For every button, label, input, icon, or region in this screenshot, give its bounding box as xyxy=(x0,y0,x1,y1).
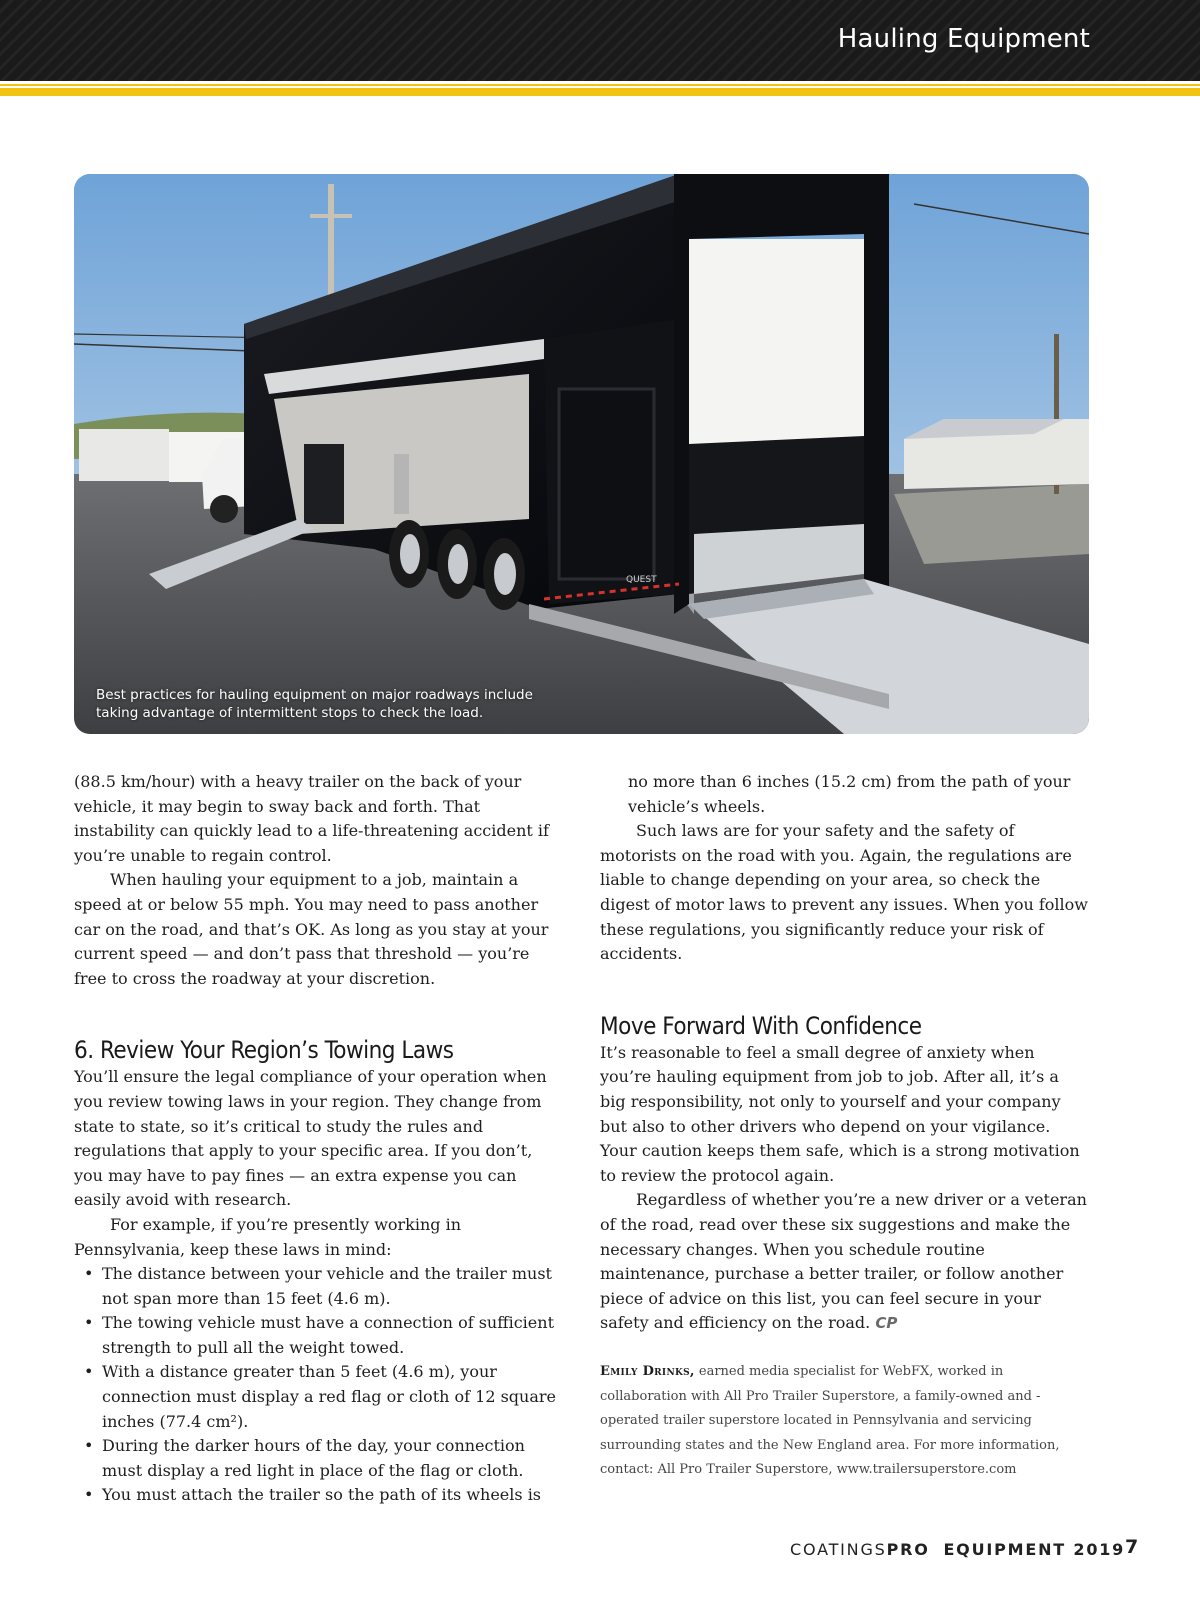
right-paragraph-3: It’s reasonable to feel a small degree of anxiety when you’re hauling equipment from job to job. After all, it’s a big responsibility, not only to yourself and your company but also to other drivers who depend on your vigilance. Your caution keeps them safe, which is a strong motivation to review the protocol again. xyxy=(600,1042,1080,1185)
confidence-heading: Move Forward With Confidence xyxy=(600,1011,922,1040)
left-paragraph-2: When hauling your equipment to a job, maintain a speed at or below 55 mph. You may need to pass another car on the road, and that’s OK. As long as you stay at your current speed — and don’t pass that threshold — you’re free to cross the roadway at your discretion. xyxy=(74,870,549,988)
header-rule-yellow xyxy=(0,88,1200,96)
footer-brand-pro: PRO xyxy=(886,1540,930,1559)
author-bio xyxy=(600,1360,1090,1483)
end-mark: CP xyxy=(875,1314,898,1333)
page-number: 7 xyxy=(1125,1536,1139,1558)
list-item: • The towing vehicle must have a connection of sufficient strength to pull all the weight towed. xyxy=(74,1311,564,1360)
list-item: • The distance between your vehicle and the trailer must not span more than 15 feet (4.6 m). xyxy=(74,1262,564,1311)
section-title: Hauling Equipment xyxy=(837,24,1090,54)
right-paragraph-4-text: Regardless of whether you’re a new driver or a veteran of the road, read over these six suggestions and make the necessary changes. When you schedule routine maintenance, purchase a better trailer, or follow another piece of advice on this list, you can feel secure in your safety and efficiency on the road. xyxy=(600,1190,1087,1333)
header-rule-thin xyxy=(0,84,1200,86)
right-paragraph-4 xyxy=(600,1188,1088,1336)
photo-caption xyxy=(96,686,596,722)
trailer-photo-illustration xyxy=(74,174,1089,734)
towing-laws-list xyxy=(74,1262,564,1508)
trailer-photo xyxy=(74,174,1089,734)
photo-caption-line-1: Best practices for hauling equipment on major roadways include xyxy=(96,687,533,703)
left-paragraph-4: For example, if you’re presently working in Pennsylvania, keep these laws in mind: xyxy=(74,1214,462,1259)
trailer-brand-label: QUEST xyxy=(626,575,657,585)
right-column xyxy=(600,770,1088,1336)
author-bio-text: earned media specialist for WebFX, worked in collaboration with All Pro Trailer Superstore, a family-owned and -operated trailer superstore located in Pennsylvania and servicing surrounding states and the New England area. For more information, contact: All Pro Trailer Superstore, www.trailersuperstore.com xyxy=(600,1364,1060,1478)
towing-laws-heading: 6. Review Your Region’s Towing Laws xyxy=(74,1036,454,1065)
photo-caption-line-2: taking advantage of intermittent stops to check the load. xyxy=(96,705,484,721)
left-paragraph-1: (88.5 km/hour) with a heavy trailer on the back of your vehicle, it may begin to sway back and forth. That instability can quickly lead to a life-threatening accident if you’re unable to regain control. xyxy=(74,772,549,865)
right-paragraph-2: Such laws are for your safety and the safety of motorists on the road with you. Again, the regulations are liable to change depending on your area, so check the digest of motor laws to prevent any issues. When you follow these regulations, you significantly reduce your risk of accidents. xyxy=(600,821,1088,964)
author-name: Emily Drinks, xyxy=(600,1364,695,1379)
left-paragraph-3: You’ll ensure the legal compliance of your operation when you review towing laws in your region. They change from state to state, so it’s critical to study the rules and regulations that apply to your specific area. If you don’t, you may have to pay fines — an extra expense you can easily avoid with research. xyxy=(74,1067,547,1210)
list-item: • You must attach the trailer so the path of its wheels is xyxy=(74,1483,564,1508)
list-item: • During the darker hours of the day, your connection must display a red light in place of the flag or cloth. xyxy=(74,1434,564,1483)
footer-issue: EQUIPMENT 2019 xyxy=(943,1540,1126,1559)
footer-brand-coatings: COATINGS xyxy=(790,1540,887,1559)
list-item: • With a distance greater than 5 feet (4.6 m), your connection must display a red flag or cloth of 12 square inches (77.4 cm²). xyxy=(74,1360,564,1434)
header-bar xyxy=(0,0,1200,81)
left-column xyxy=(74,770,564,1508)
footer-publication xyxy=(790,1540,1125,1559)
right-paragraph-1: no more than 6 inches (15.2 cm) from the path of your vehicle’s wheels. xyxy=(628,772,1071,816)
